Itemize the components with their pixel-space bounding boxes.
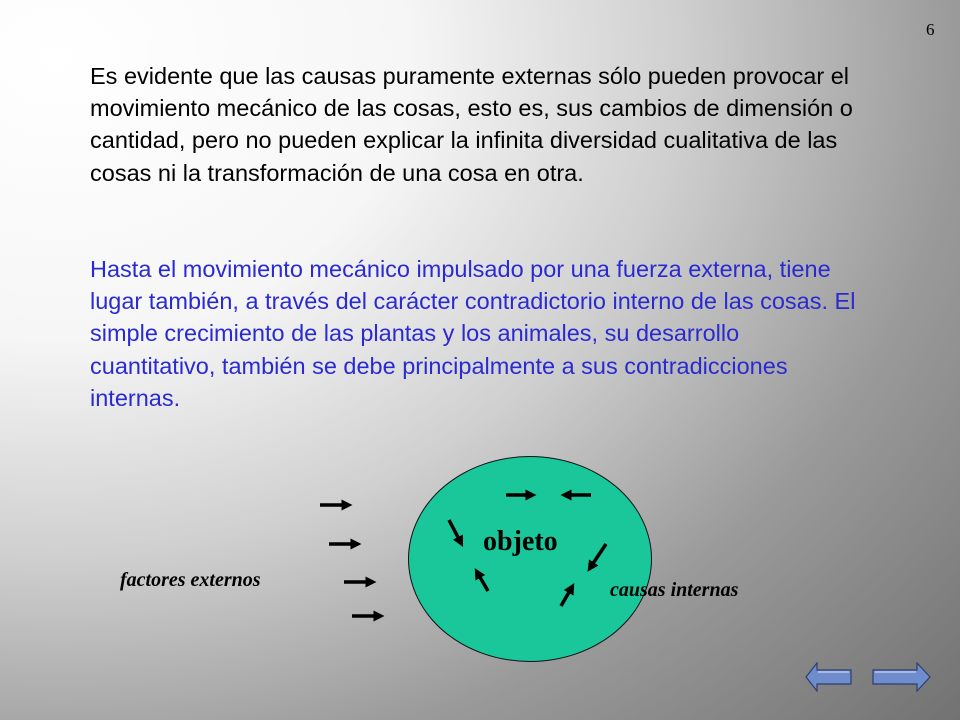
- external-factors-label: factores externos: [120, 569, 261, 591]
- internal-arrow-diagonal-right: [590, 544, 606, 568]
- arrow-right-icon[interactable]: [871, 662, 931, 692]
- object-label: objeto: [483, 526, 558, 557]
- internal-arrow-up-right: [561, 587, 572, 606]
- internal-causes-label: causas internas: [610, 579, 739, 601]
- internal-arrow-diagonal-left: [449, 520, 461, 543]
- internal-arrow-up-left: [477, 572, 488, 591]
- page-number: 6: [926, 20, 935, 39]
- paragraph-external-causes: Es evidente que las causas puramente externas sólo pueden provocar el movimiento mecánico de las cosas, esto es, sus cambios de dimensión o cantidad, pero no pueden explicar la infinita diversidad cualitativa de las cosas ni la transformación de una cosa en otra.: [90, 63, 853, 186]
- paragraph-internal-contradictions: Hasta el movimiento mecánico impulsado por una fuerza externa, tiene lugar también, a través del carácter contradictorio interno de las cosas. El simple crecimiento de las plantas y los animales, su desarrollo cuantitativo, también se debe principalmente a sus contradicciones internas.: [90, 256, 856, 411]
- arrow-left-icon[interactable]: [805, 662, 853, 692]
